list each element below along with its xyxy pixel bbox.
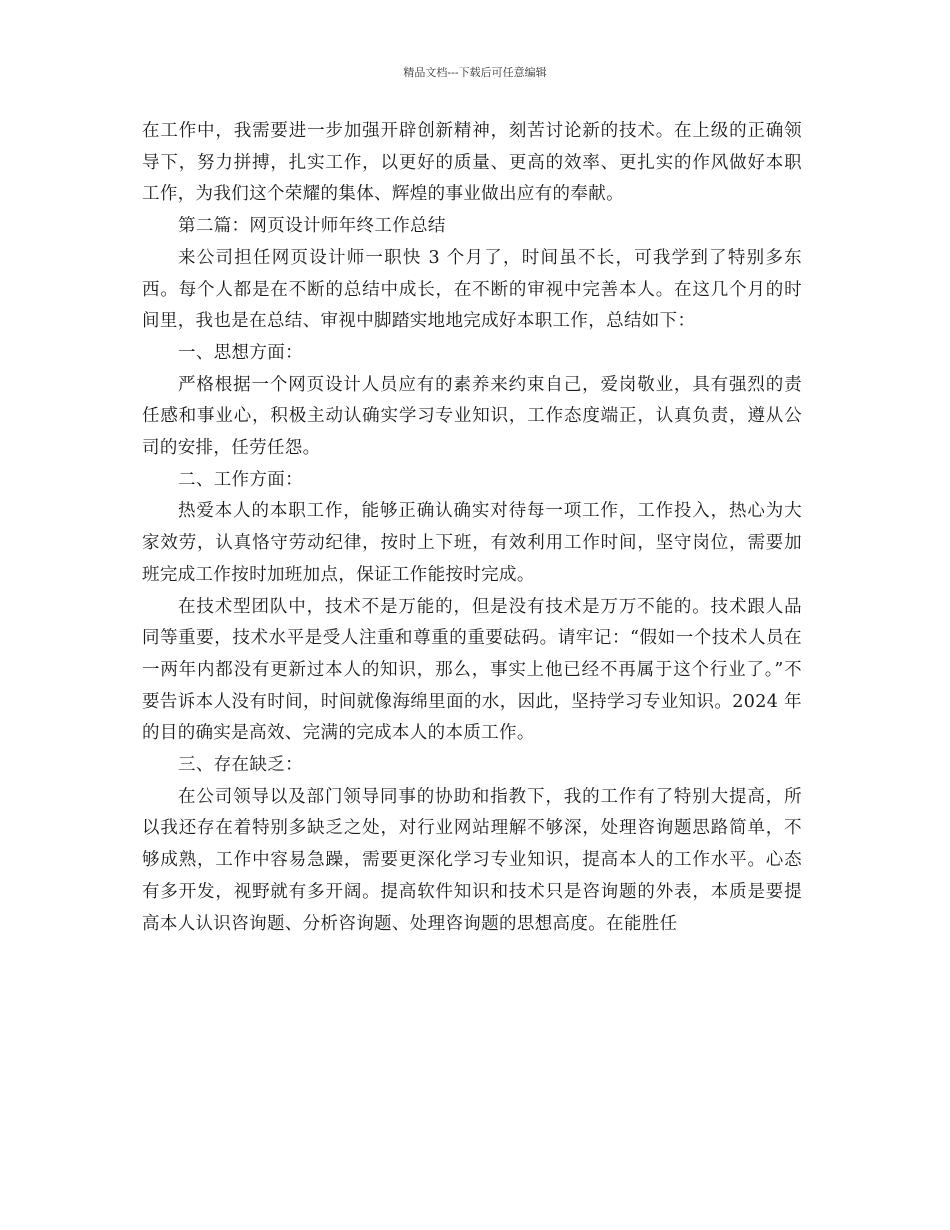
- section-heading: 二、工作方面：: [178, 469, 303, 490]
- paragraph: 在公司领导以及部门领导同事的协助和指教下，我的工作有了特别大提高，所以我还存在着特别多缺乏之处，对行业网站理解不够深，处理咨询题思路简单，不够成熟，工作中容易急躁，需要更深化学习专业知识，提高本人的工作水平。心态有多开发，视野就有多开阔。提高软件知识和技术只是咨询题的外表，本质是要提高本人认识咨询题、分析咨询题、处理咨询题的思想高度。在能胜任: [142, 786, 802, 934]
- paragraph: 在技术型团队中，技术不是万能的，但是没有技术是万万不能的。技术跟人品同等重要，技术水平是受人注重和尊重的重要砝码。请牢记：“假如一个技术人员在一两年内都没有更新过本人的知识，那么，事实上他已经不再属于这个行业了。”不要告诉本人没有时间，时间就像海绵里面的水，因此，坚持学习专业知识。2024 年的目的确实是高效、完满的完成本人的本质工作。: [142, 596, 802, 744]
- document-body: [142, 116, 802, 940]
- paragraph: 热爱本人的本职工作，能够正确认确实对待每一项工作，工作投入，热心为大家效劳，认真恪守劳动纪律，按时上下班，有效利用工作时间，坚守岗位，需要加班完成工作按时加班加点，保证工作能按时完成。: [142, 501, 802, 585]
- section-heading: 三、存在缺乏：: [178, 755, 303, 776]
- paragraph: 严格根据一个网页设计人员应有的素养来约束自己，爱岗敬业，具有强烈的责任感和事业心，积极主动认确实学习专业知识，工作态度端正，认真负责，遵从公司的安排，任劳任怨。: [142, 374, 802, 459]
- section-title: 第二篇：网页设计师年终工作总结: [178, 216, 446, 237]
- page-header: 精品文档---下载后可任意编辑: [403, 66, 547, 79]
- section-heading: 一、思想方面：: [178, 342, 303, 363]
- paragraph: 来公司担任网页设计师一职快 3 个月了，时间虽不长，可我学到了特别多东西。每个人都是在不断的总结中成长，在不断的审视中完善本人。在这几个月的时间里，我也是在总结、审视中脚踏实地地完成好本职工作，总结如下：: [142, 247, 802, 332]
- paragraph: 在工作中，我需要进一步加强开辟创新精神，刻苦讨论新的技术。在上级的正确领导下，努力拼搏，扎实工作，以更好的质量、更高的效率、更扎实的作风做好本职工作，为我们这个荣耀的集体、辉煌的事业做出应有的奉献。: [142, 121, 802, 205]
